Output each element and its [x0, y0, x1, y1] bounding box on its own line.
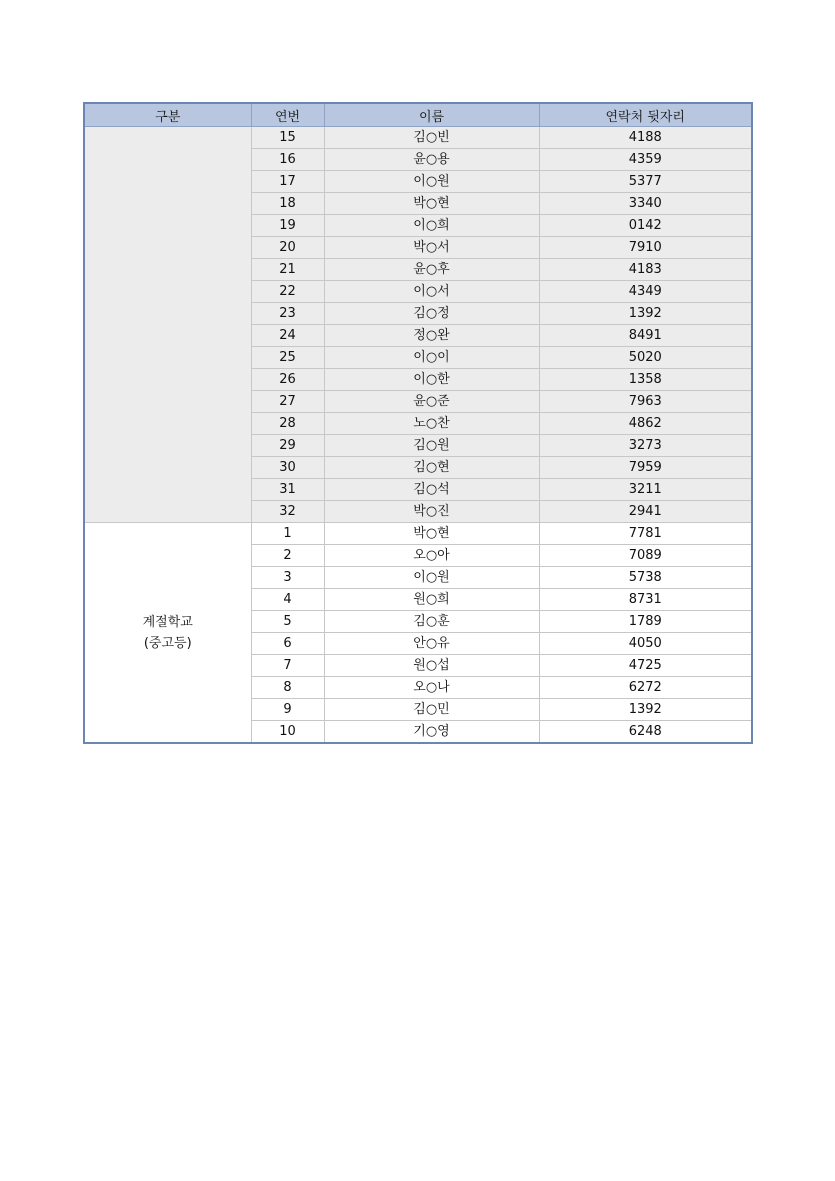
cell-name: 박○진: [324, 501, 539, 523]
cell-phone: 2941: [539, 501, 752, 523]
table-row: [84, 523, 752, 545]
cell-phone: 8491: [539, 325, 752, 347]
cell-phone: 0142: [539, 215, 752, 237]
cell-phone: 7089: [539, 545, 752, 567]
cell-number: 4: [251, 589, 324, 611]
cell-name: 이○서: [324, 281, 539, 303]
table-row: [84, 127, 752, 149]
cell-phone: 4725: [539, 655, 752, 677]
cell-name: 기○영: [324, 721, 539, 744]
group-label-line2: (중고등): [143, 635, 192, 651]
cell-number: 10: [251, 721, 324, 744]
cell-phone: 4188: [539, 127, 752, 149]
cell-number: 5: [251, 611, 324, 633]
cell-name: 김○현: [324, 457, 539, 479]
roster-table: [83, 102, 753, 744]
header-group: 구분: [84, 103, 251, 127]
cell-number: 20: [251, 237, 324, 259]
cell-name: 이○이: [324, 347, 539, 369]
cell-name: 박○서: [324, 237, 539, 259]
cell-number: 18: [251, 193, 324, 215]
cell-name: 오○나: [324, 677, 539, 699]
group-cell: [84, 127, 251, 523]
cell-phone: 4862: [539, 413, 752, 435]
header-phone: 연락처 뒷자리: [539, 103, 752, 127]
cell-number: 19: [251, 215, 324, 237]
cell-phone: 7781: [539, 523, 752, 545]
cell-name: 박○현: [324, 523, 539, 545]
cell-phone: 4183: [539, 259, 752, 281]
cell-number: 21: [251, 259, 324, 281]
cell-phone: 3211: [539, 479, 752, 501]
table-header-row: [84, 103, 752, 127]
cell-name: 원○섭: [324, 655, 539, 677]
cell-number: 29: [251, 435, 324, 457]
cell-number: 1: [251, 523, 324, 545]
cell-phone: 3340: [539, 193, 752, 215]
cell-number: 17: [251, 171, 324, 193]
cell-number: 28: [251, 413, 324, 435]
cell-number: 24: [251, 325, 324, 347]
cell-number: 3: [251, 567, 324, 589]
cell-number: 2: [251, 545, 324, 567]
cell-number: 9: [251, 699, 324, 721]
cell-phone: 1789: [539, 611, 752, 633]
cell-number: 30: [251, 457, 324, 479]
header-name: 이름: [324, 103, 539, 127]
cell-phone: 6248: [539, 721, 752, 744]
cell-name: 오○아: [324, 545, 539, 567]
cell-phone: 5738: [539, 567, 752, 589]
cell-phone: 4349: [539, 281, 752, 303]
cell-name: 김○원: [324, 435, 539, 457]
cell-name: 박○현: [324, 193, 539, 215]
cell-number: 7: [251, 655, 324, 677]
cell-name: 이○희: [324, 215, 539, 237]
cell-phone: 4050: [539, 633, 752, 655]
cell-phone: 1392: [539, 303, 752, 325]
cell-number: 6: [251, 633, 324, 655]
cell-name: 이○한: [324, 369, 539, 391]
cell-name: 정○완: [324, 325, 539, 347]
cell-number: 25: [251, 347, 324, 369]
cell-phone: 5377: [539, 171, 752, 193]
cell-name: 안○유: [324, 633, 539, 655]
cell-name: 김○훈: [324, 611, 539, 633]
cell-name: 윤○후: [324, 259, 539, 281]
cell-number: 23: [251, 303, 324, 325]
cell-name: 김○정: [324, 303, 539, 325]
group-label-line1: 계절학교: [142, 614, 193, 630]
cell-phone: 7959: [539, 457, 752, 479]
cell-phone: 3273: [539, 435, 752, 457]
cell-phone: 5020: [539, 347, 752, 369]
header-number: 연번: [251, 103, 324, 127]
cell-number: 16: [251, 149, 324, 171]
cell-name: 이○원: [324, 171, 539, 193]
cell-phone: 1358: [539, 369, 752, 391]
cell-phone: 4359: [539, 149, 752, 171]
cell-number: 8: [251, 677, 324, 699]
cell-phone: 7963: [539, 391, 752, 413]
cell-phone: 6272: [539, 677, 752, 699]
cell-number: 27: [251, 391, 324, 413]
cell-name: 윤○준: [324, 391, 539, 413]
group-cell: [84, 523, 251, 744]
cell-number: 22: [251, 281, 324, 303]
cell-number: 15: [251, 127, 324, 149]
cell-number: 32: [251, 501, 324, 523]
cell-phone: 8731: [539, 589, 752, 611]
cell-phone: 1392: [539, 699, 752, 721]
cell-number: 26: [251, 369, 324, 391]
cell-name: 김○석: [324, 479, 539, 501]
cell-phone: 7910: [539, 237, 752, 259]
cell-number: 31: [251, 479, 324, 501]
cell-name: 윤○용: [324, 149, 539, 171]
cell-name: 김○민: [324, 699, 539, 721]
cell-name: 원○희: [324, 589, 539, 611]
cell-name: 김○빈: [324, 127, 539, 149]
cell-name: 노○찬: [324, 413, 539, 435]
table-body: [84, 127, 752, 744]
cell-name: 이○원: [324, 567, 539, 589]
